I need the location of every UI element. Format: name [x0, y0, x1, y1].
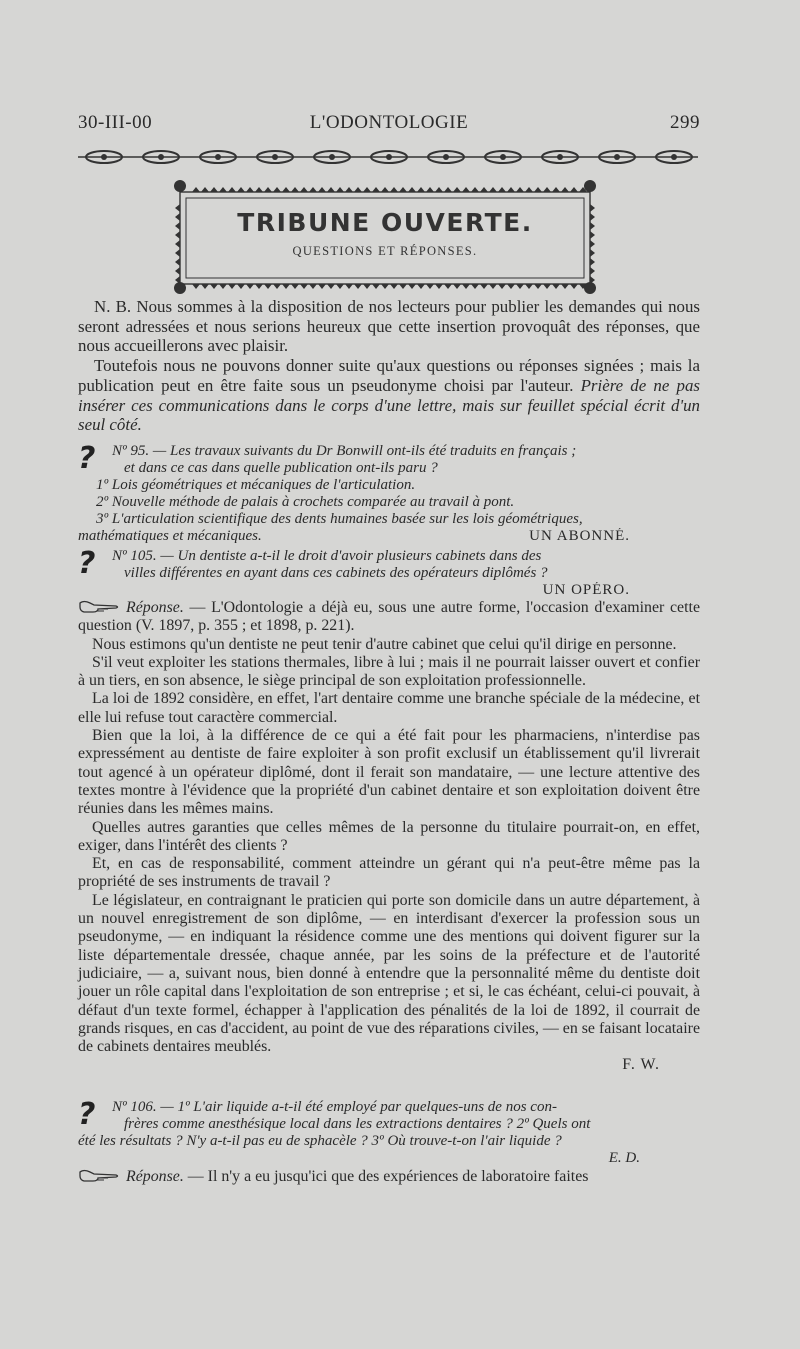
q95-line: Nº 95. — Les travaux suivants du Dr Bonwill ont-ils été traduits en français ;: [112, 443, 577, 459]
intro-p2-italic: Prière de ne pas insérer ces communications dans le corps d'une lettre, mais sur feuillet spécial écrit d'un seul côté.: [78, 375, 700, 435]
journal-title: L'ODONTOLOGIE: [309, 112, 469, 133]
r106-text: — Il n'y a eu jusqu'ici que des expériences de laboratoire faites: [187, 1168, 589, 1185]
q95-line: 1º Lois géométriques et mécaniques de l'articulation.: [96, 477, 416, 493]
q95-line: et dans ce cas dans quelle publication ont-ils paru ?: [124, 460, 438, 476]
q106-line: frères comme anesthésique local dans les extractions dentaires ? 2º Quels ont: [124, 1116, 591, 1132]
q106-signature: E. D.: [608, 1150, 640, 1166]
q105-line: Nº 105. — Un dentiste a-t-il le droit d'avoir plusieurs cabinets dans des: [112, 548, 542, 564]
q105-signature: UN OPÉRO.: [542, 582, 630, 598]
q95-line-last: [78, 528, 700, 545]
issue-date: 30-III-00: [78, 112, 153, 133]
r105-p1-text: — L'Odontologie a déjà eu, sous une autre forme, l'occasion d'examiner cette question (V. 1897, p. 355 ; et 1898, p. 221).: [78, 599, 700, 635]
response-105: [78, 599, 700, 1075]
r105-p3: S'il veut exploiter les stations thermales, libre à lui ; mais il ne pourrait laisser ouvert et confier à un tiers, en son absence, le siège principal de son exploitation professionnelle.: [78, 653, 700, 690]
running-header: [78, 112, 700, 140]
r105-p6: Quelles autres garanties que celles mêmes de la personne du titulaire pourrait-on, en effet, exiger, dans l'intérêt des clients ?: [78, 818, 700, 854]
q95-line: 3º L'articulation scientifique des dents humaines basée sur les lois géométriques,: [96, 511, 583, 527]
q95-signature: UN ABONNÉ.: [529, 528, 630, 544]
pointing-hand-icon: [78, 1168, 120, 1184]
r105-p2: Nous estimons qu'un dentiste ne peut tenir d'autre cabinet que celui qu'il dirige en personne.: [92, 635, 677, 653]
question-mark-icon: ?: [78, 546, 96, 581]
r106-label: Réponse.: [126, 1168, 184, 1185]
question-106: [78, 1099, 700, 1167]
q106-line: été les résultats ? N'y a-t-il pas eu de sphacèle ? 3º Où trouve-t-on l'air liquide ?: [78, 1133, 562, 1149]
title-box: [172, 182, 598, 292]
question-105: [78, 548, 700, 599]
r105-label: Réponse.: [126, 599, 184, 616]
q106-line: Nº 106. — 1º L'air liquide a-t-il été employé par quelques-uns de nos con-: [112, 1099, 557, 1115]
r105-p5: Bien que la loi, à la différence de ce qui a été fait pour les pharmaciens, n'interdise pas expressément au dentiste de faire exploiter à son profit exclusif un établissement qu'il livrerait tout agencé à un opérateur diplômé, dont il ferait son mandataire, — une lecture attentive des textes montre à l'évidence que la propriété d'un cabinet dentaire et son exploitation doivent être réunies dans les mêmes mains.: [78, 727, 700, 818]
intro-p2-roman: Toutefois nous ne pouvons donner suite qu'aux questions ou réponses signées ; mais la publication peut en être faite sous un pseudonyme choisi par l'auteur.: [78, 356, 700, 395]
question-mark-icon: ?: [78, 1097, 96, 1132]
question-mark-icon: ?: [78, 441, 96, 476]
q95-line: 2º Nouvelle méthode de palais à crochets comparée au travail à pont.: [96, 494, 515, 510]
pointing-hand-icon: [78, 599, 120, 615]
r105-p8: Le législateur, en contraignant le praticien qui porte son domicile dans un autre département, à un nouvel enregistrement de son diplôme, — en interdisant d'exercer la profession sous un pseudonyme, — en indiquant la résidence comme une des mentions qui doivent figurer sur la liste départementale dressée, chaque année, par les soins de la préfecture et de l'autorité judiciaire, — a, suivant nous, bien donné à entendre que la personnalité même du dentiste doit jouer un rôle capital dans l'exploitation de son entreprise ; et si, le cas échéant, celui-ci pouvait, à défaut d'un texte formel, échapper à l'application des pénalités de la loi de 1892, il courrait de grands risques, en cas d'accident, au point de vue des réparations civiles, — en se faisant locataire de cabinets dentaires meublés.: [78, 891, 700, 1056]
r105-p1: [78, 599, 700, 636]
r106-p1: [78, 1167, 700, 1186]
question-95: [78, 443, 700, 545]
r105-p7: Et, en cas de responsabilité, comment atteindre un gérant qui n'a peut-être même pas la propriété de ses instruments de travail ?: [78, 855, 700, 891]
intro-paragraph: [78, 297, 700, 435]
rubric-title: TRIBUNE OUVERTE.: [237, 208, 533, 237]
q105-line: villes différentes en ayant dans ces cabinets des opérateurs diplômés ?: [124, 565, 548, 581]
intro-p2: [78, 356, 700, 435]
ornament-band: [76, 146, 700, 168]
r105-signature: F. W.: [622, 1056, 660, 1074]
rubric-subtitle: QUESTIONS ET RÉPONSES.: [292, 244, 478, 258]
r105-p4: La loi de 1892 considère, en effet, l'art dentaire comme une branche spéciale de la médecine, et elle lui refuse tout caractère commercial.: [78, 690, 700, 726]
q95-line: mathématiques et mécaniques.: [78, 528, 262, 544]
page-number: 299: [670, 112, 700, 133]
intro-p1: N. B. Nous sommes à la disposition de nos lecteurs pour publier les demandes qui nous seront adressées et nous serions heureux que cette insertion provoquât des réponses, que nous accueillerons avec plaisir.: [78, 297, 700, 356]
response-106: [78, 1167, 700, 1186]
